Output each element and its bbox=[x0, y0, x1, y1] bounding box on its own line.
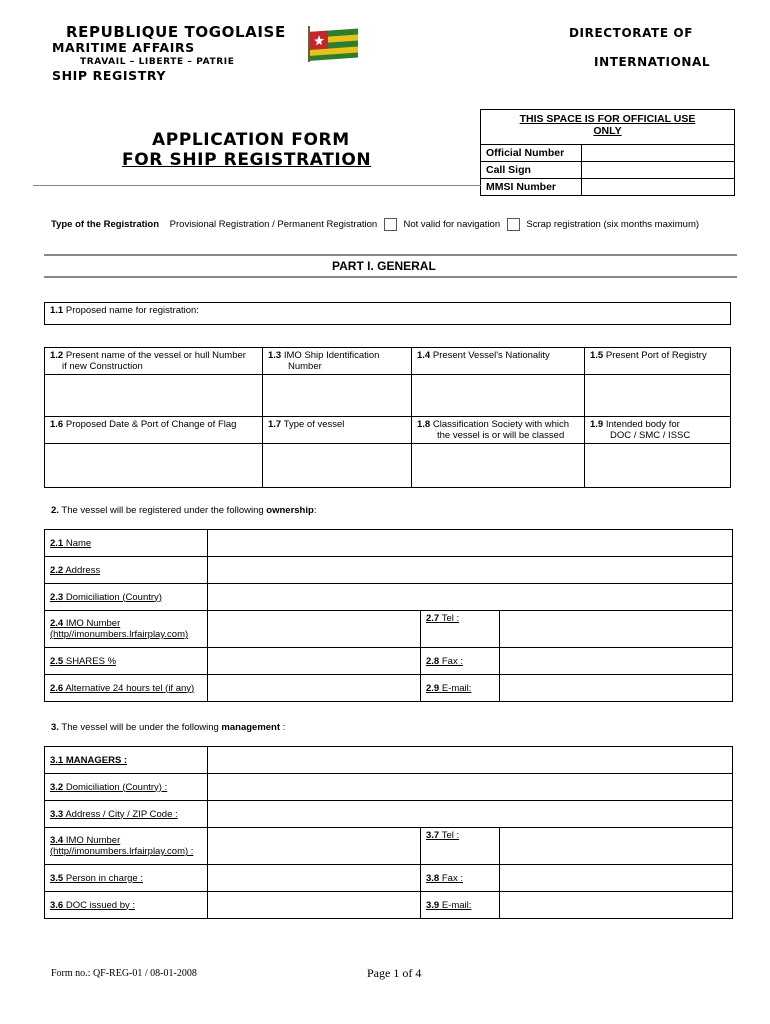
official-use-table bbox=[480, 109, 735, 196]
field-1-1-label: Proposed name for registration: bbox=[65, 305, 199, 316]
manager-doc-field[interactable] bbox=[208, 892, 421, 919]
directorate-line2: INTERNATIONAL bbox=[594, 55, 711, 69]
manager-tel-field[interactable] bbox=[500, 828, 733, 865]
mmsi-number-label: MMSI Number bbox=[481, 179, 582, 196]
manager-domiciliation-label: 3.2 Domiciliation (Country) : bbox=[45, 774, 208, 801]
owner-alt-tel-field[interactable] bbox=[208, 675, 421, 702]
part1-top-rule bbox=[44, 254, 737, 256]
country-name: REPUBLIQUE TOGOLAISE bbox=[66, 23, 286, 41]
field-1-8-header: 1.8 Classification Society with which the vessel is or will be classed bbox=[412, 417, 585, 444]
field-1-4-input[interactable] bbox=[412, 375, 585, 417]
owner-shares-field[interactable] bbox=[208, 648, 421, 675]
proposed-name-field[interactable] bbox=[45, 303, 731, 325]
manager-email-field[interactable] bbox=[500, 892, 733, 919]
manager-imo-label: 3.4 IMO Number (http//imonumbers.lrfairplay.com) : bbox=[45, 828, 208, 865]
management-heading: 3. The vessel will be under the following management : bbox=[51, 722, 286, 733]
field-1-2-header: 1.2 Present name of the vessel or hull Number if new Construction bbox=[45, 348, 263, 375]
managers-label: 3.1 MANAGERS : bbox=[45, 747, 208, 774]
owner-imo-field[interactable] bbox=[208, 611, 421, 648]
mmsi-number-field[interactable] bbox=[582, 179, 735, 196]
owner-email-field[interactable] bbox=[500, 675, 733, 702]
togo-flag-icon bbox=[308, 26, 362, 62]
owner-name-label: 2.1 Name bbox=[45, 530, 208, 557]
management-table bbox=[44, 746, 733, 919]
owner-name-field[interactable] bbox=[208, 530, 733, 557]
field-1-8-input[interactable] bbox=[412, 444, 585, 488]
manager-imo-field[interactable] bbox=[208, 828, 421, 865]
field-1-4-header: 1.4 Present Vessel's Nationality bbox=[412, 348, 585, 375]
owner-address-field[interactable] bbox=[208, 557, 733, 584]
call-sign-field[interactable] bbox=[582, 162, 735, 179]
permanent-checkbox[interactable] bbox=[384, 218, 397, 231]
manager-address-label: 3.3 Address / City / ZIP Code : bbox=[45, 801, 208, 828]
field-1-6-input[interactable] bbox=[45, 444, 263, 488]
directorate-line1: DIRECTORATE OF bbox=[569, 26, 694, 40]
vessel-details-grid bbox=[44, 347, 731, 488]
managers-field[interactable] bbox=[208, 747, 733, 774]
field-1-3-input[interactable] bbox=[263, 375, 412, 417]
field-1-3-header: 1.3 IMO Ship Identification Number bbox=[263, 348, 412, 375]
official-use-title: THIS SPACE IS FOR OFFICIAL USE ONLY bbox=[481, 110, 735, 145]
header-divider bbox=[33, 185, 481, 186]
official-number-label: Official Number bbox=[481, 145, 582, 162]
owner-alt-tel-label: 2.6 Alternative 24 hours tel (if any) bbox=[45, 675, 208, 702]
registration-type-label: Type of the Registration bbox=[51, 219, 160, 231]
official-number-field[interactable] bbox=[582, 145, 735, 162]
field-1-7-input[interactable] bbox=[263, 444, 412, 488]
manager-address-field[interactable] bbox=[208, 801, 733, 828]
owner-domiciliation-field[interactable] bbox=[208, 584, 733, 611]
field-1-5-input[interactable] bbox=[585, 375, 731, 417]
owner-fax-label: 2.8 Fax : bbox=[421, 648, 500, 675]
field-1-9-input[interactable] bbox=[585, 444, 731, 488]
field-1-7-header: 1.7 Type of vessel bbox=[263, 417, 412, 444]
call-sign-label: Call Sign bbox=[481, 162, 582, 179]
not-valid-checkbox[interactable] bbox=[507, 218, 520, 231]
form-title-line1: APPLICATION FORM bbox=[152, 130, 350, 150]
department-maritime: MARITIME AFFAIRS bbox=[52, 40, 195, 55]
page-number: Page 1 of 4 bbox=[367, 966, 422, 980]
owner-tel-field[interactable] bbox=[500, 611, 733, 648]
manager-tel-label: 3.7 Tel : bbox=[421, 828, 500, 865]
manager-person-field[interactable] bbox=[208, 865, 421, 892]
manager-domiciliation-field[interactable] bbox=[208, 774, 733, 801]
registration-option-not-valid: Not valid for navigation bbox=[403, 219, 501, 231]
registration-option-scrap: Scrap registration (six months maximum) bbox=[526, 219, 700, 231]
manager-doc-label: 3.6 DOC issued by : bbox=[45, 892, 208, 919]
owner-fax-field[interactable] bbox=[500, 648, 733, 675]
proposed-name-table bbox=[44, 302, 731, 325]
field-1-5-header: 1.5 Present Port of Registry bbox=[585, 348, 731, 375]
national-motto: TRAVAIL – LIBERTE – PATRIE bbox=[80, 57, 235, 67]
manager-fax-field[interactable] bbox=[500, 865, 733, 892]
field-1-6-header: 1.6 Proposed Date & Port of Change of Flag bbox=[45, 417, 263, 444]
form-number: Form no.: QF-REG-01 / 08-01-2008 bbox=[51, 968, 197, 979]
manager-person-label: 3.5 Person in charge : bbox=[45, 865, 208, 892]
owner-shares-label: 2.5 SHARES % bbox=[45, 648, 208, 675]
part1-bottom-rule bbox=[44, 276, 737, 278]
ownership-heading: 2. The vessel will be registered under the following ownership: bbox=[51, 505, 317, 516]
field-1-2-input[interactable] bbox=[45, 375, 263, 417]
owner-tel-label: 2.7 Tel : bbox=[421, 611, 500, 648]
owner-imo-label: 2.4 IMO Number (http//imonumbers.lrfairplay.com) bbox=[45, 611, 208, 648]
form-title-line2: FOR SHIP REGISTRATION bbox=[122, 150, 372, 170]
manager-fax-label: 3.8 Fax : bbox=[421, 865, 500, 892]
field-1-9-header: 1.9 Intended body for DOC / SMC / ISSC bbox=[585, 417, 731, 444]
manager-email-label: 3.9 E-mail: bbox=[421, 892, 500, 919]
owner-email-label: 2.9 E-mail: bbox=[421, 675, 500, 702]
ownership-table bbox=[44, 529, 733, 702]
owner-domiciliation-label: 2.3 Domiciliation (Country) bbox=[45, 584, 208, 611]
registration-option-permanent: Provisional Registration / Permanent Registration bbox=[169, 219, 378, 231]
registration-type-row bbox=[51, 218, 699, 231]
owner-address-label: 2.2 Address bbox=[45, 557, 208, 584]
field-1-1-number: 1.1 bbox=[50, 305, 64, 316]
department-registry: SHIP REGISTRY bbox=[52, 68, 167, 83]
part1-title: PART I. GENERAL bbox=[332, 259, 436, 273]
